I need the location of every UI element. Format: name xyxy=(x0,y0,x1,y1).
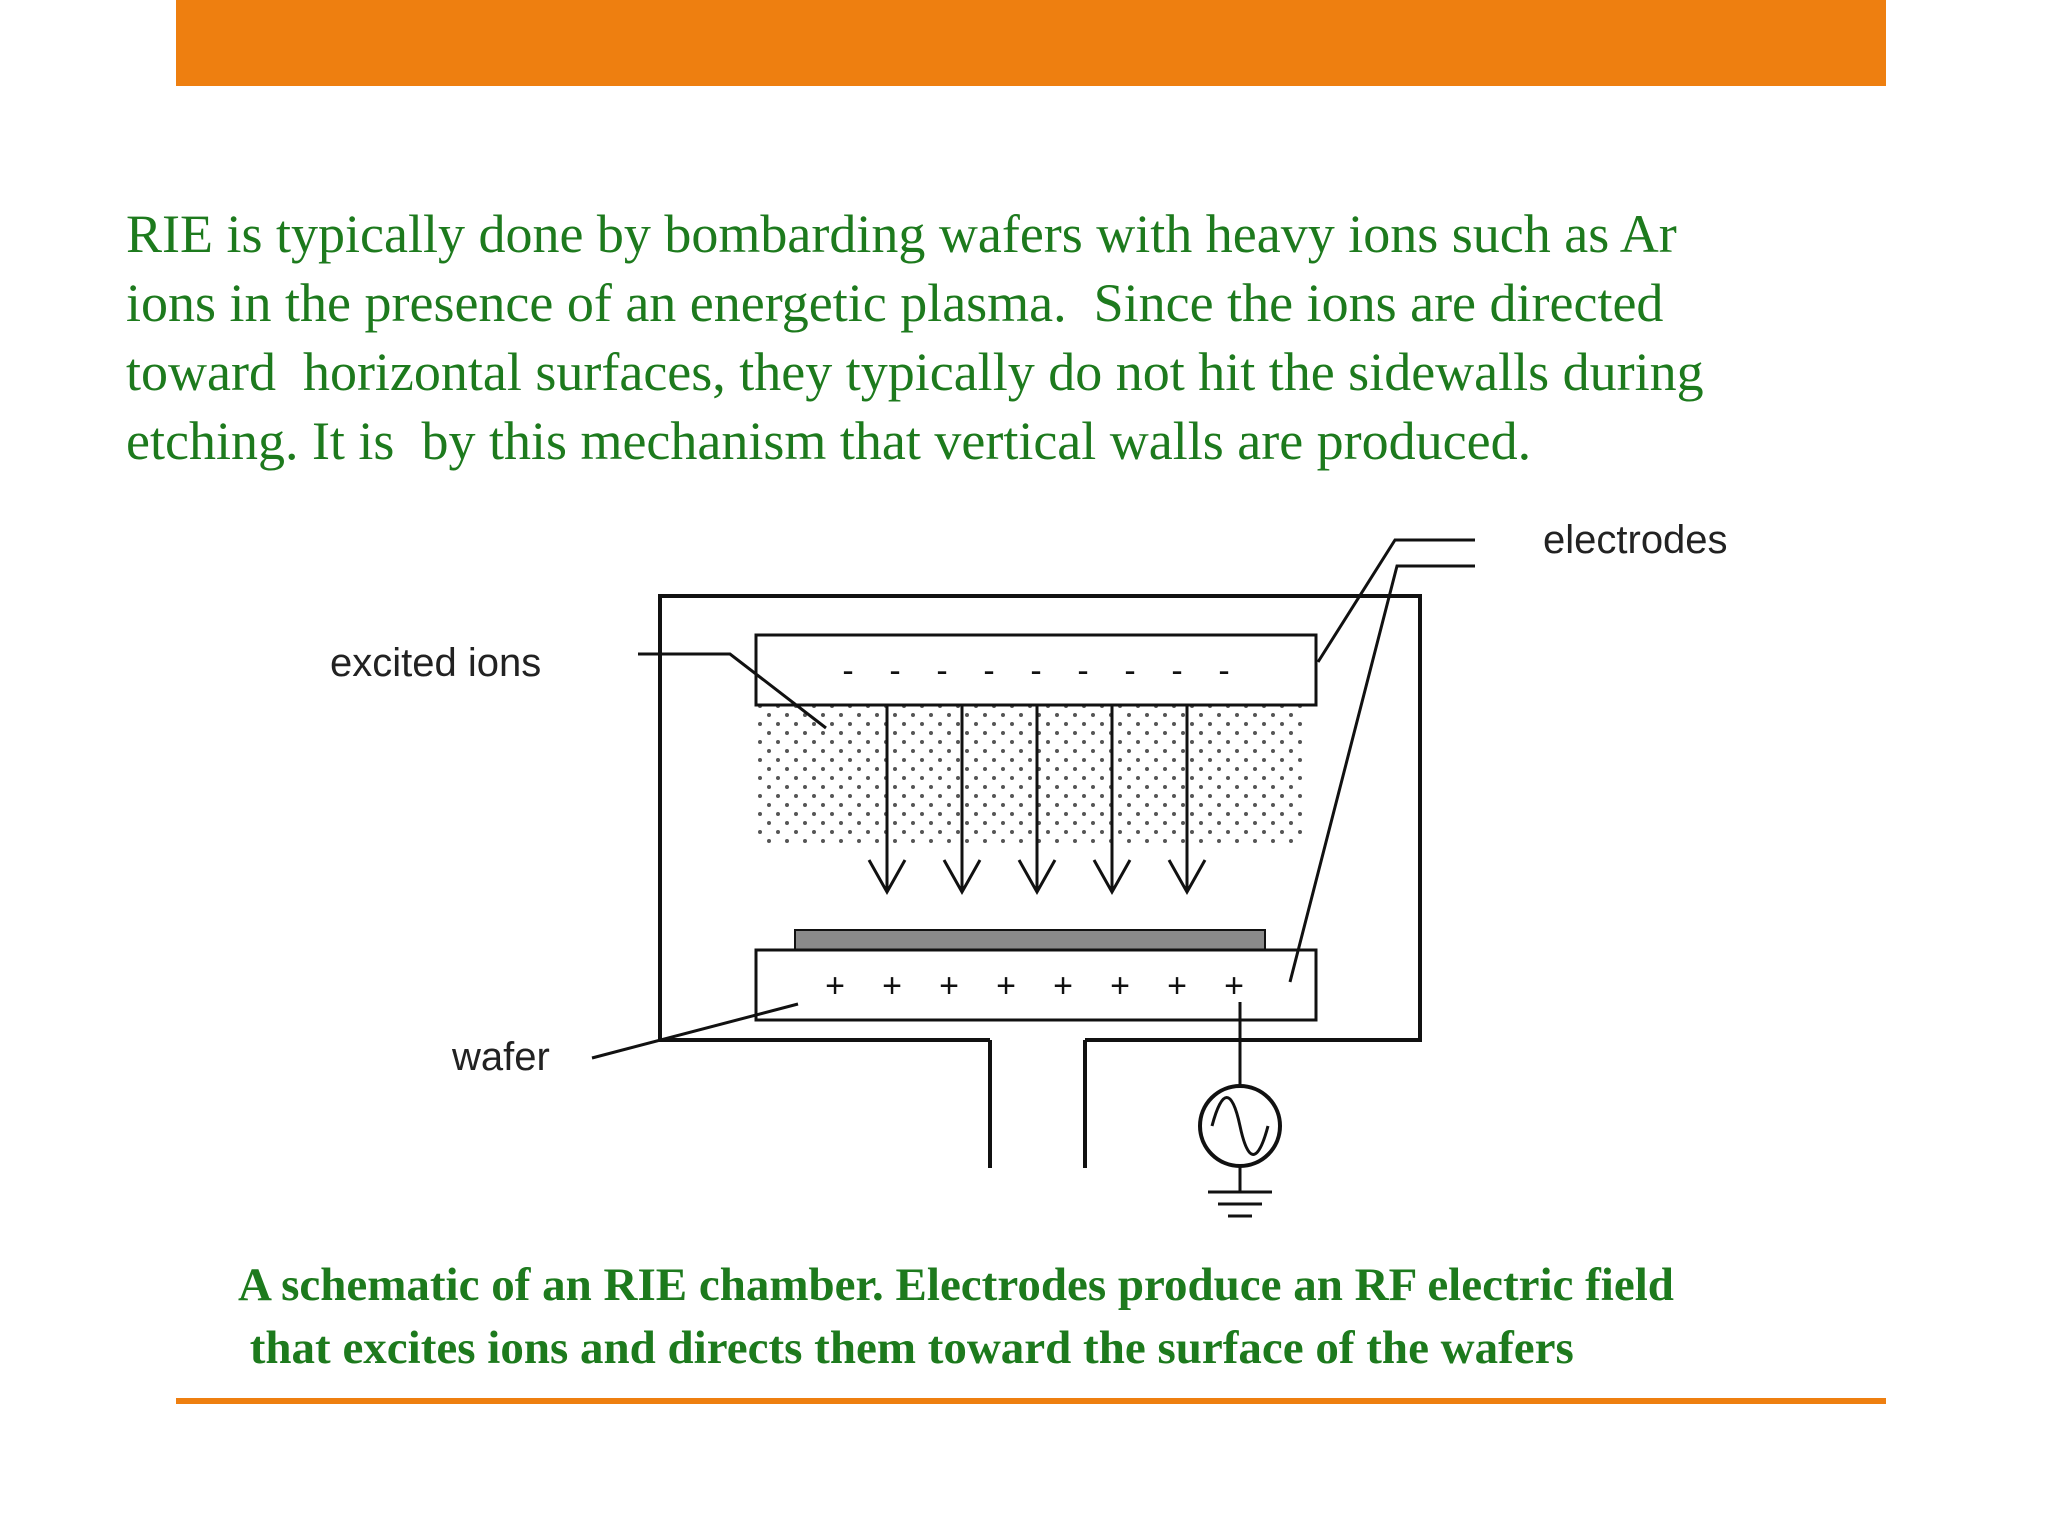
plus-sign: + xyxy=(1053,967,1073,1005)
minus-sign: - xyxy=(1030,652,1042,690)
plus-sign: + xyxy=(1224,967,1244,1005)
minus-sign: - xyxy=(1077,652,1089,690)
footer-accent-rule xyxy=(176,1398,1886,1404)
plus-sign: + xyxy=(825,967,845,1005)
plus-sign: + xyxy=(1167,967,1187,1005)
ground-icon xyxy=(1208,1192,1272,1216)
top-electrode-signs xyxy=(842,652,1229,690)
electrodes-label: electrodes xyxy=(1543,518,1728,562)
wafer-leader xyxy=(592,1004,798,1058)
wafer-label: wafer xyxy=(452,1035,550,1079)
figure-caption xyxy=(238,1254,1938,1380)
plus-sign: + xyxy=(882,967,902,1005)
minus-sign: - xyxy=(1171,652,1183,690)
paragraph-line: etching. It is by this mechanism that vertical walls are produced. xyxy=(126,411,1532,471)
minus-sign: - xyxy=(889,652,901,690)
minus-sign: - xyxy=(842,652,854,690)
caption-line: A schematic of an RIE chamber. Electrodes produce an RF electric field xyxy=(238,1259,1674,1311)
wafer xyxy=(795,930,1265,950)
minus-sign: - xyxy=(983,652,995,690)
minus-sign: - xyxy=(1124,652,1136,690)
plus-sign: + xyxy=(939,967,959,1005)
minus-sign: - xyxy=(936,652,948,690)
caption-line: that excites ions and directs them toward the surface of the wafers xyxy=(238,1322,1574,1374)
plus-sign: + xyxy=(996,967,1016,1005)
excited-ions-label: excited ions xyxy=(330,641,542,685)
plus-sign: + xyxy=(1110,967,1130,1005)
paragraph-line: RIE is typically done by bombarding wafers with heavy ions such as Ar xyxy=(126,204,1677,264)
minus-sign: - xyxy=(1218,652,1230,690)
electrodes-leader-bottom xyxy=(1290,566,1475,982)
plasma-region xyxy=(756,706,1306,848)
electrodes-leader-top xyxy=(1318,540,1475,662)
paragraph-line: ions in the presence of an energetic plasma. Since the ions are directed xyxy=(126,273,1664,333)
paragraph-line: toward horizontal surfaces, they typically do not hit the sidewalls during xyxy=(126,342,1704,402)
